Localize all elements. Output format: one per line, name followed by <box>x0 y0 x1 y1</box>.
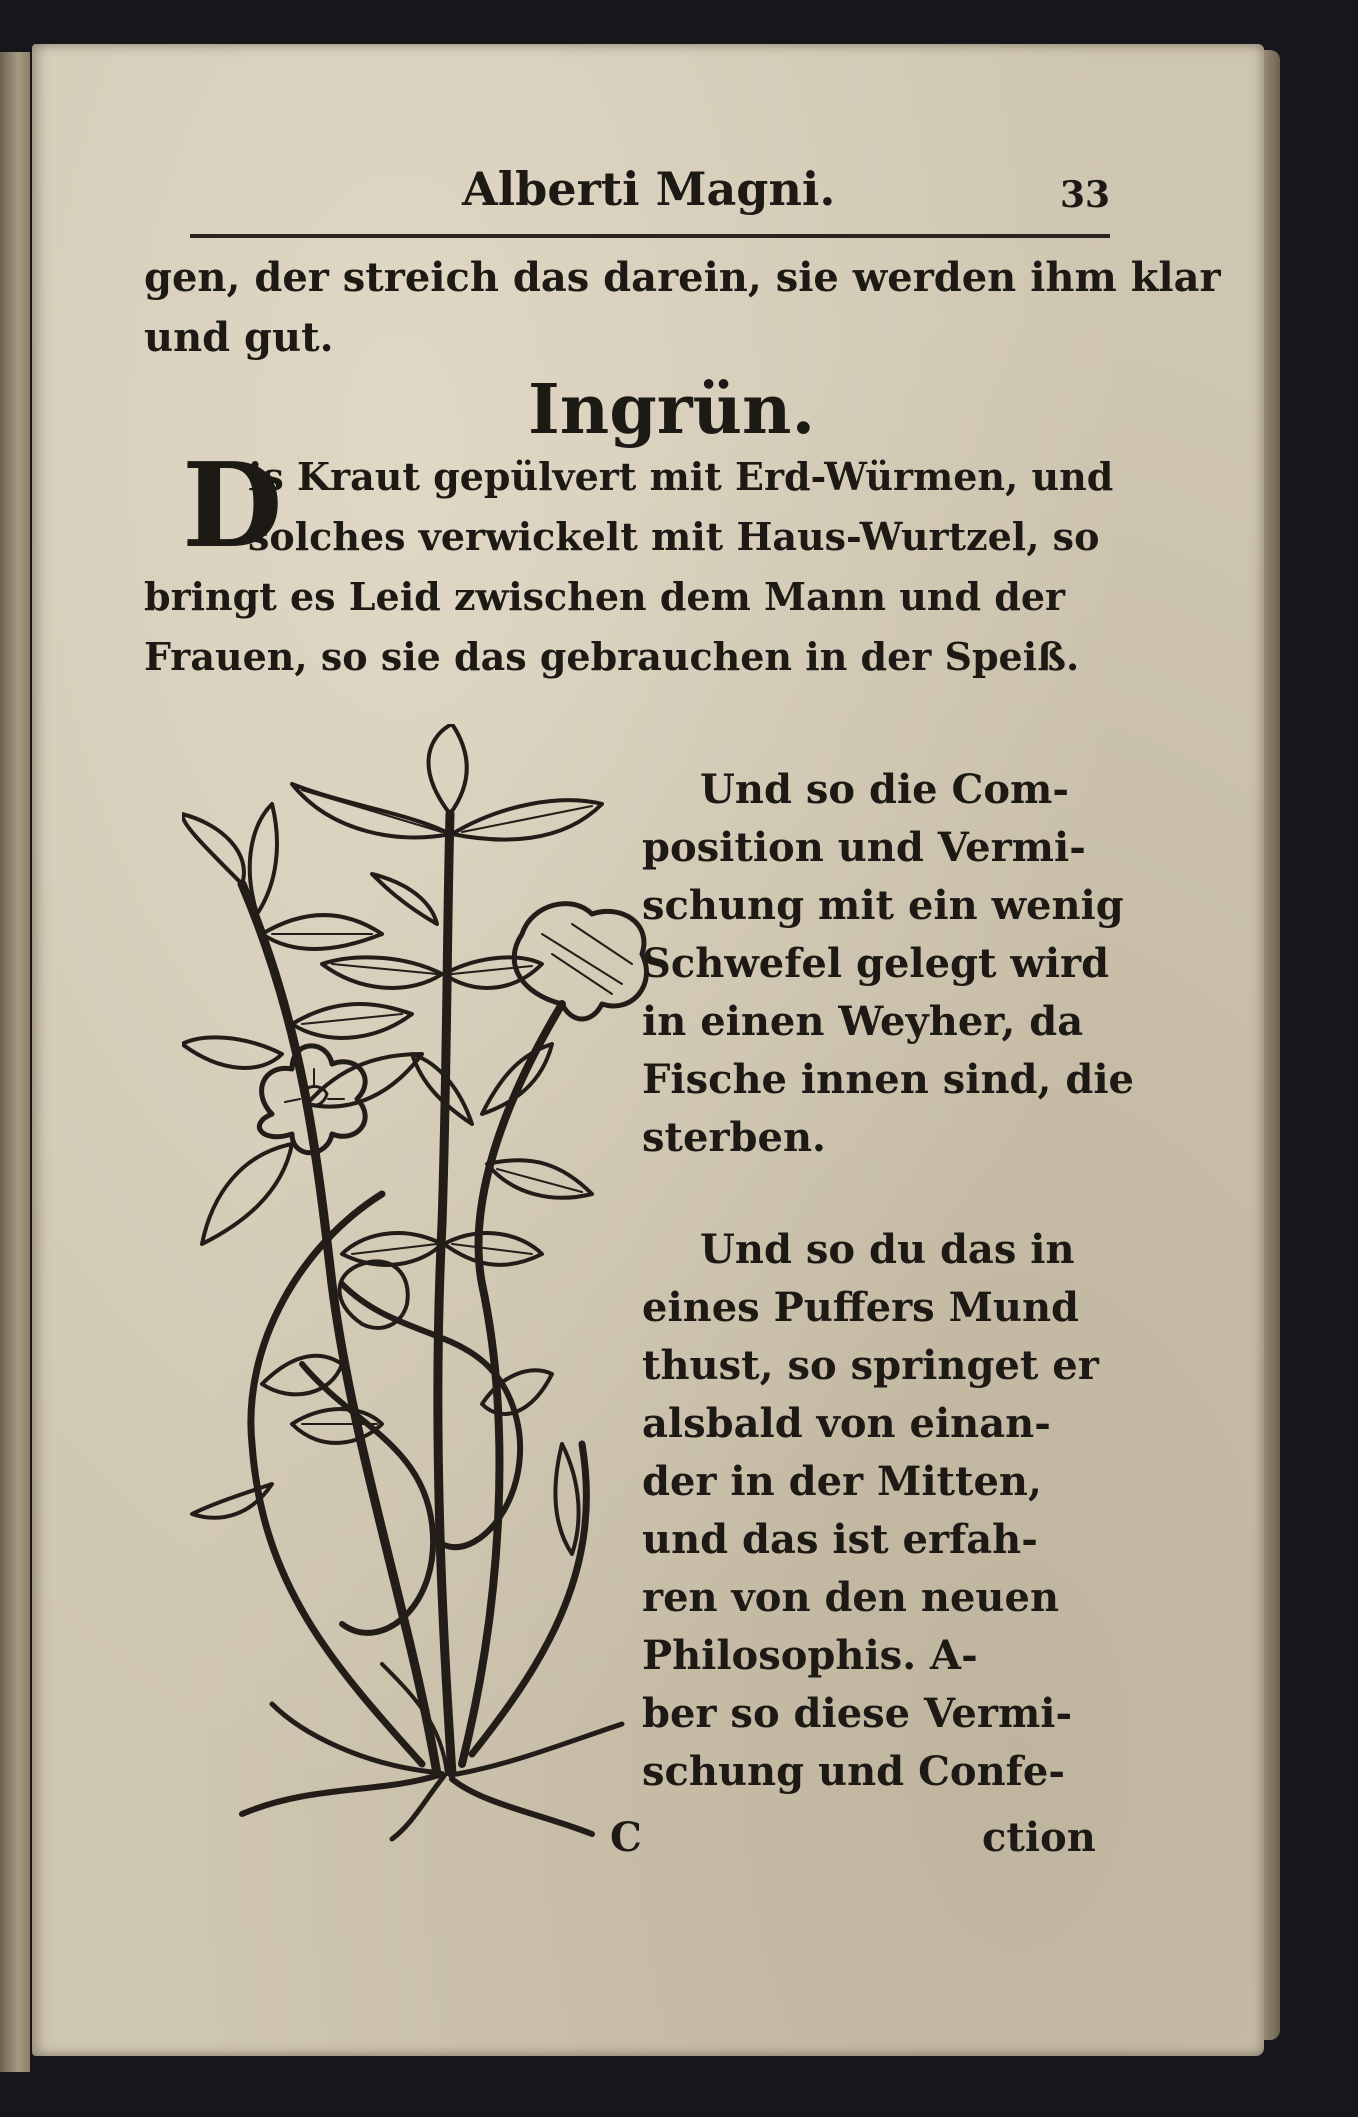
text-line: bringt es Leid zwischen dem Mann und der <box>144 574 1066 619</box>
text-line: Fische innen sind, die <box>642 1056 1134 1103</box>
text-line: alsbald von einan- <box>642 1400 1051 1447</box>
catchword: ction <box>982 1814 1096 1861</box>
header-rule <box>190 234 1110 238</box>
text-line: Frauen, so sie das gebrauchen in der Speiß. <box>144 634 1080 679</box>
text-line: eines Puffers Mund <box>642 1284 1079 1331</box>
previous-page-edge <box>0 52 30 2072</box>
text-line: in einen Weyher, da <box>642 998 1084 1045</box>
text-line: schung und Confe- <box>642 1748 1065 1795</box>
text-line: der in der Mitten, <box>642 1458 1042 1505</box>
woodcut-periwinkle-plant-icon <box>182 724 662 1844</box>
text-line: Und so die Com- <box>700 766 1069 813</box>
text-line: ber so diese Vermi- <box>642 1690 1073 1737</box>
text-line: Schwefel gelegt wird <box>642 940 1110 987</box>
running-title: Alberti Magni. <box>462 162 836 216</box>
drop-cap: D <box>182 438 283 574</box>
book-page <box>32 44 1264 2056</box>
text-line: solches verwickelt mit Haus-Wurtzel, so <box>248 514 1100 559</box>
text-line: gen, der streich das darein, sie werden ihm klar <box>144 254 1221 301</box>
text-line: position und Vermi- <box>642 824 1086 871</box>
text-line: ren von den neuen <box>642 1574 1060 1621</box>
text-line: und gut. <box>144 314 334 361</box>
text-line: Philosophis. A- <box>642 1632 978 1679</box>
text-line: sterben. <box>642 1114 826 1161</box>
text-line: is Kraut gepülvert mit Erd-Würmen, und <box>248 454 1114 499</box>
page-number: 33 <box>1060 174 1111 216</box>
section-heading: Ingrün. <box>528 370 816 450</box>
text-line: und das ist erfah- <box>642 1516 1038 1563</box>
signature-mark: C <box>610 1814 642 1861</box>
text-line: Und so du das in <box>700 1226 1075 1273</box>
text-line: schung mit ein wenig <box>642 882 1124 929</box>
text-line: thust, so springet er <box>642 1342 1099 1389</box>
